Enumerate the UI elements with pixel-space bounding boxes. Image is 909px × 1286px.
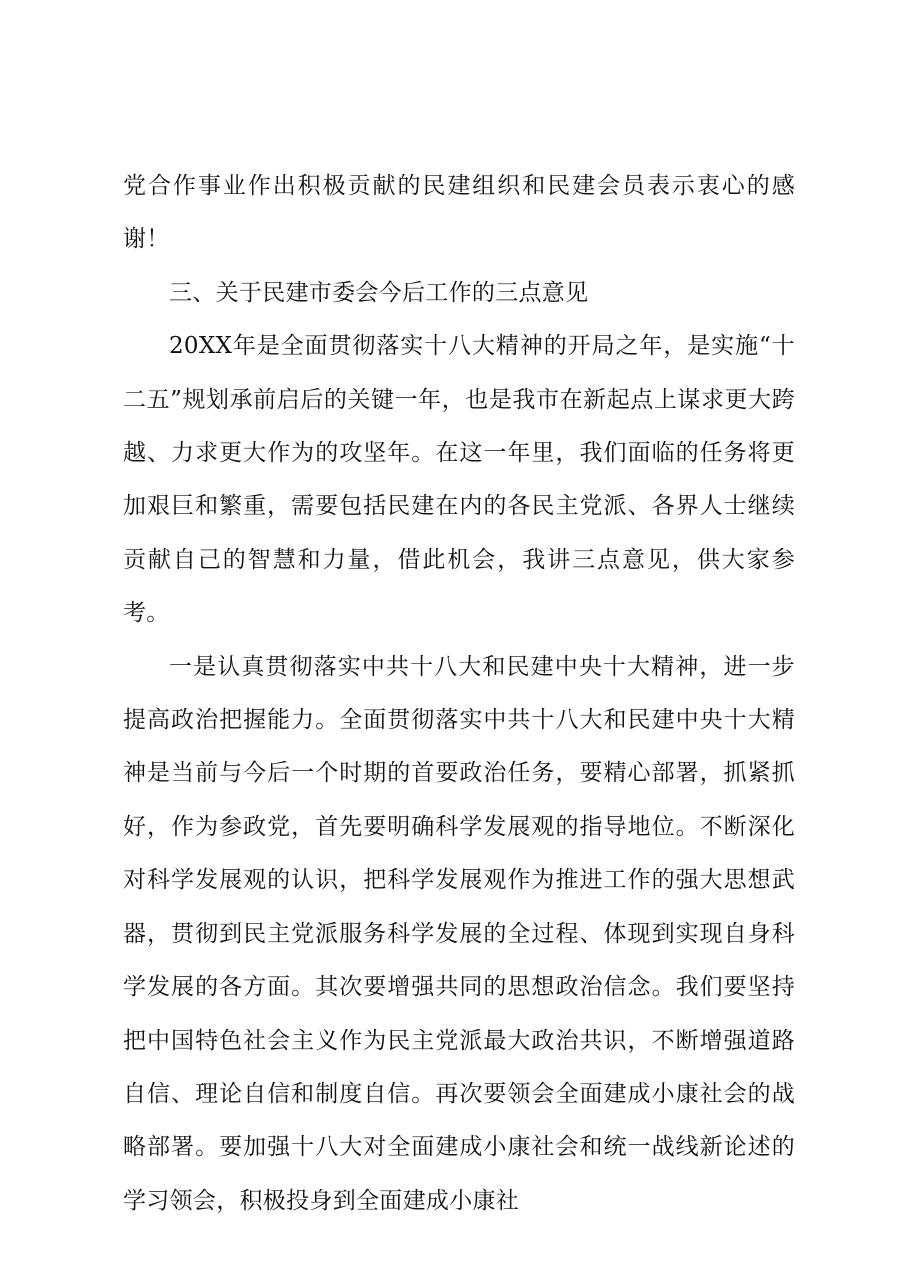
paragraph-year-context: 20XX年是全面贯彻落实十八大精神的开局之年，是实施“十二五”规划承前启后的关键一年，也是我市在新起点上谋求更大跨越、力求更大作为的攻坚年。在这一年里，我们面临的任务将更加艰巨和繁重，需要包括民建在内的各民主党派、各界人士继续贡献自己的智慧和力量，借此机会，我讲三点意见，供大家参考。 xyxy=(123,333,795,627)
paragraph-point-one: 一是认真贯彻落实中共十八大和民建中央十大精神，进一步提高政治把握能力。全面贯彻落实中共十八大和民建中央十大精神是当前与今后一个时期的首要政治任务，要精心部署，抓紧抓好，作为参政党，首先要明确科学发展观的指导地位。不断深化对科学发展观的认识，把科学发展观作为推进工作的强大思想武器，贯彻到民主党派服务科学发展的全过程、体现到实现自身科学发展的各方面。其次要增强共同的思想政治信念。我们要坚持把中国特色社会主义作为民主党派最大政治共识，不断增强道路自信、理论自信和制度自信。再次要领会全面建成小康社会的战略部署。要加强十八大对全面建成小康社会和统一战线新论述的学习领会，积极投身到全面建成小康社 xyxy=(123,653,795,1214)
section-heading-three-opinions: 三、关于民建市委会今后工作的三点意见 xyxy=(169,279,589,306)
paragraph-closing-thanks: 党合作事业作出积极贡献的民建组织和民建会员表示衷心的感谢！ xyxy=(123,173,795,253)
document-body xyxy=(123,160,795,1228)
